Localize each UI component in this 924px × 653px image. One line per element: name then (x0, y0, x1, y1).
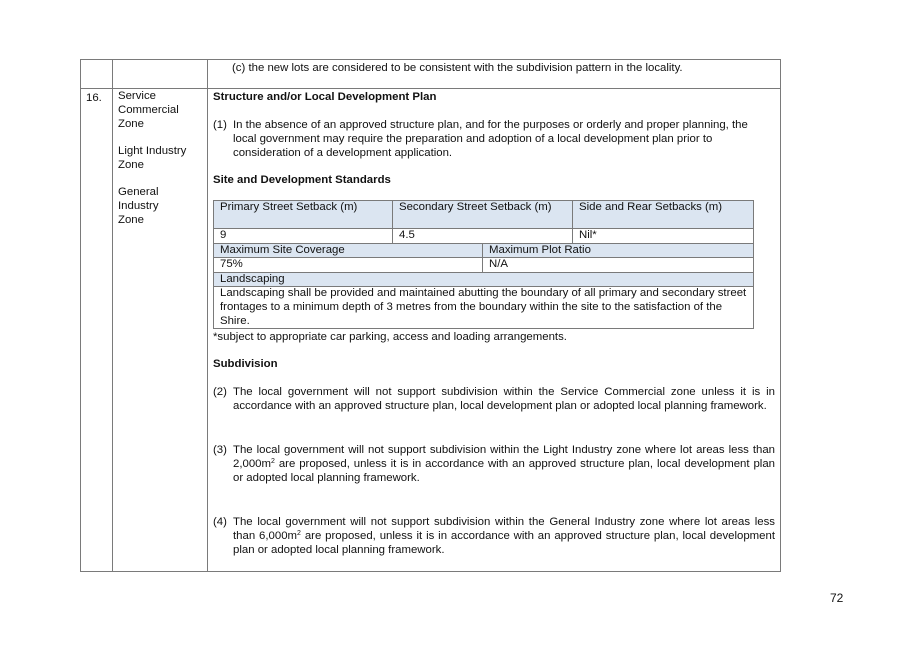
superscript: 2 (271, 458, 275, 465)
setbacks-header-row (214, 201, 754, 229)
side-rear-setback-value: Nil* (573, 229, 754, 244)
superscript: 2 (297, 530, 301, 537)
site-coverage-value: 75% (214, 258, 483, 273)
zone-line: Zone (118, 214, 144, 226)
column-divider-2 (207, 59, 208, 571)
zone-line: General (118, 186, 159, 198)
landscaping-header-row (214, 272, 754, 287)
secondary-setback-header: Secondary Street Setback (m) (393, 201, 573, 229)
primary-setback-value: 9 (214, 229, 393, 244)
subdivision-item-3 (213, 443, 775, 485)
subdivision-item-4 (213, 515, 775, 557)
item-text: The local government will not support subdivision within the Service Commercial zone unless it is in accordance with an approved structure plan, local development plan or adopted local planning framework. (233, 386, 775, 412)
row-number: 16. (86, 92, 102, 104)
clause-c: (c) the new lots are considered to be consistent with the subdivision pattern in the locality. (232, 62, 683, 74)
zone-list (118, 89, 204, 227)
landscaping-header: Landscaping (214, 272, 754, 287)
item-text: In the absence of an approved structure plan, and for the purposes or orderly and proper planning, the local government may require the preparation and adoption of a local development plan prior to consideration of a development application. (233, 119, 748, 159)
item-number: (4) (213, 516, 227, 528)
zone-line: Zone (118, 159, 144, 171)
zone-line: Zone (118, 118, 144, 130)
page-number: 72 (830, 591, 844, 605)
item-number: (2) (213, 386, 227, 398)
landscaping-text-row (214, 287, 754, 329)
zone-line: Commercial (118, 104, 179, 116)
item-text: The local government will not support subdivision within the Light Industry zone where lot areas less than $2,000m^2$ are proposed, unless it is in accordance with an approved structure plan, local development plan or adopted local planning framework. (233, 444, 775, 484)
coverage-header-row (214, 243, 754, 258)
plot-ratio-header: Maximum Plot Ratio (483, 243, 754, 258)
structure-heading: Structure and/or Local Development Plan (213, 91, 437, 103)
zone-line: Industry (118, 200, 159, 212)
item-number: (1) (213, 119, 227, 131)
site-coverage-header: Maximum Site Coverage (214, 243, 483, 258)
subdivision-item-2 (213, 385, 775, 413)
plot-ratio-value: N/A (483, 258, 754, 273)
item-number: (3) (213, 444, 227, 456)
standards-table (213, 200, 754, 329)
side-rear-setback-header: Side and Rear Setbacks (m) (573, 201, 754, 229)
column-divider-1 (112, 59, 113, 571)
landscaping-text: Landscaping shall be provided and maintained abutting the boundary of all primary and secondary street frontages to a minimum depth of 3 metres from the boundary within the site to the satisfaction of the Shire. (214, 287, 754, 329)
item-text: The local government will not support subdivision within the General Industry zone where lot areas less than $6,000m^2$ are proposed, unless it is in accordance with an approved structure plan, local development plan or adopted local planning framework. (233, 516, 776, 556)
primary-setback-header: Primary Street Setback (m) (214, 201, 393, 229)
secondary-setback-value: 4.5 (393, 229, 573, 244)
zone-line: Service (118, 90, 156, 102)
standards-heading: Site and Development Standards (213, 174, 391, 186)
setbacks-value-row (214, 229, 754, 244)
zone-line: Light Industry (118, 145, 187, 157)
coverage-value-row (214, 258, 754, 273)
subdivision-heading: Subdivision (213, 358, 278, 370)
structure-item-1 (213, 118, 769, 160)
setback-footnote: *subject to appropriate car parking, access and loading arrangements. (213, 331, 567, 343)
